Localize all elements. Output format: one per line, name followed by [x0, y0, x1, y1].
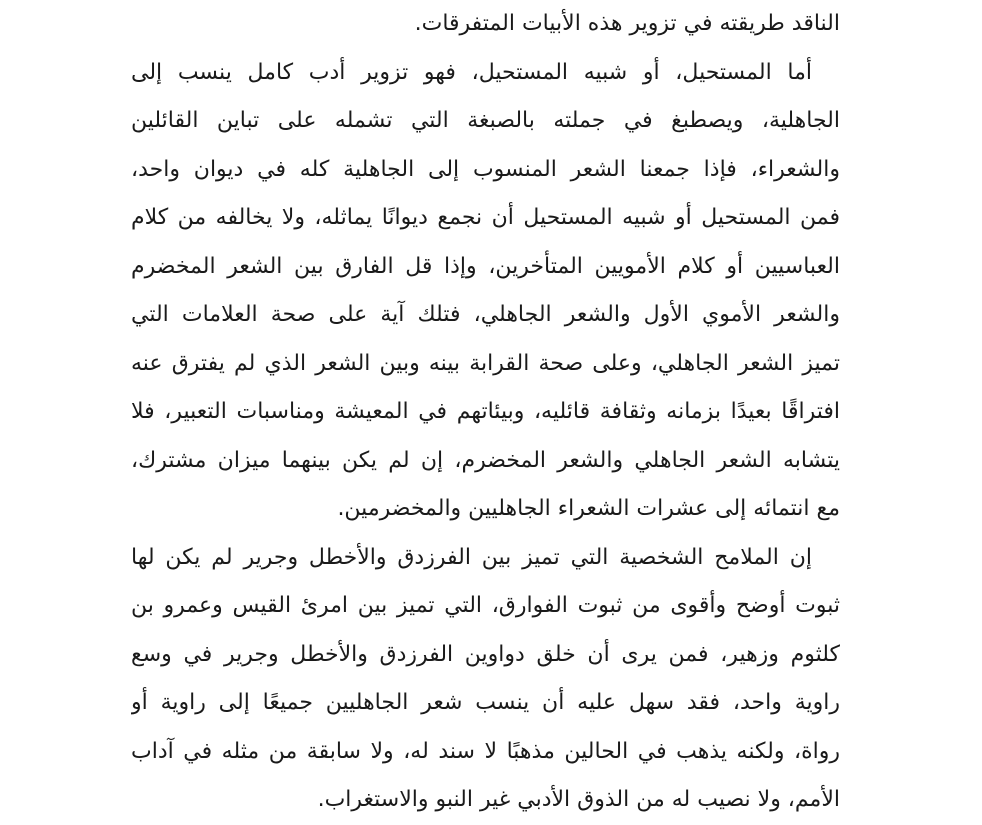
text-line: فمن المستحيل أو شبيه المستحيل أن نجمع ديوانًا يماثله، ولا يخالفه من كلام — [131, 205, 840, 230]
text-line: تميز الشعر الجاهلي، وعلى صحة القرابة بينه وبين الشعر الذي لم يفترق عنه — [131, 350, 840, 376]
text-line: رواة، ولكنه يذهب في الحالين مذهبًا لا سند له، ولا سابقة من مثله في آداب — [131, 738, 840, 764]
paragraph-first-line: إن الملامح الشخصية التي تميز بين الفرزدق والأخطل وجرير لم يكن لها — [131, 544, 812, 570]
text-line: افتراقًا بعيدًا بزمانه وثقافة قائليه، وبيئاتهم في المعيشة ومناسبات التعبير، فلا — [131, 399, 840, 424]
text-line: يتشابه الشعر الجاهلي والشعر المخضرم، إن لم يكن بينهما ميزان مشترك، — [131, 447, 840, 473]
text-line: الجاهلية، ويصطبغ في جملته بالصبغة التي تشمله على تباين القائلين — [131, 108, 840, 133]
text-line: كلثوم وزهير، فمن يرى أن خلق دواوين الفرزدق والأخطل وجرير في وسع — [131, 641, 840, 667]
text-line: راوية واحد، فقد سهل عليه أن ينسب شعر الجاهليين جميعًا إلى راوية أو — [131, 690, 840, 715]
text-line: العباسيين أو كلام الأمويين المتأخرين، وإذا قل الفارق بين الشعر المخضرم — [131, 253, 840, 279]
paragraph-last-line: الأمم، ولا نصيب له من الذوق الأدبي غير النبو والاستغراب. — [317, 787, 840, 812]
text-line: والشعر الأموي الأول والشعر الجاهلي، فتلك آية على صحة العلامات التي — [131, 302, 840, 327]
text-line: ثبوت أوضح وأقوى من ثبوت الفوارق، التي تميز بين امرئ القيس وعمرو بن — [131, 593, 840, 618]
body-text — [131, 0, 840, 825]
text-line: والشعراء، فإذا جمعنا الشعر المنسوب إلى الجاهلية كله في ديوان واحد، — [131, 156, 840, 182]
paragraph-last-line: مع انتمائه إلى عشرات الشعراء الجاهليين والمخضرمين. — [337, 496, 840, 521]
text-line: الناقد طريقته في تزوير هذه الأبيات المتفرقات. — [414, 11, 840, 36]
paragraph-first-line: أما المستحيل، أو شبيه المستحيل، فهو تزوير أدب كامل ينسب إلى — [131, 59, 812, 85]
